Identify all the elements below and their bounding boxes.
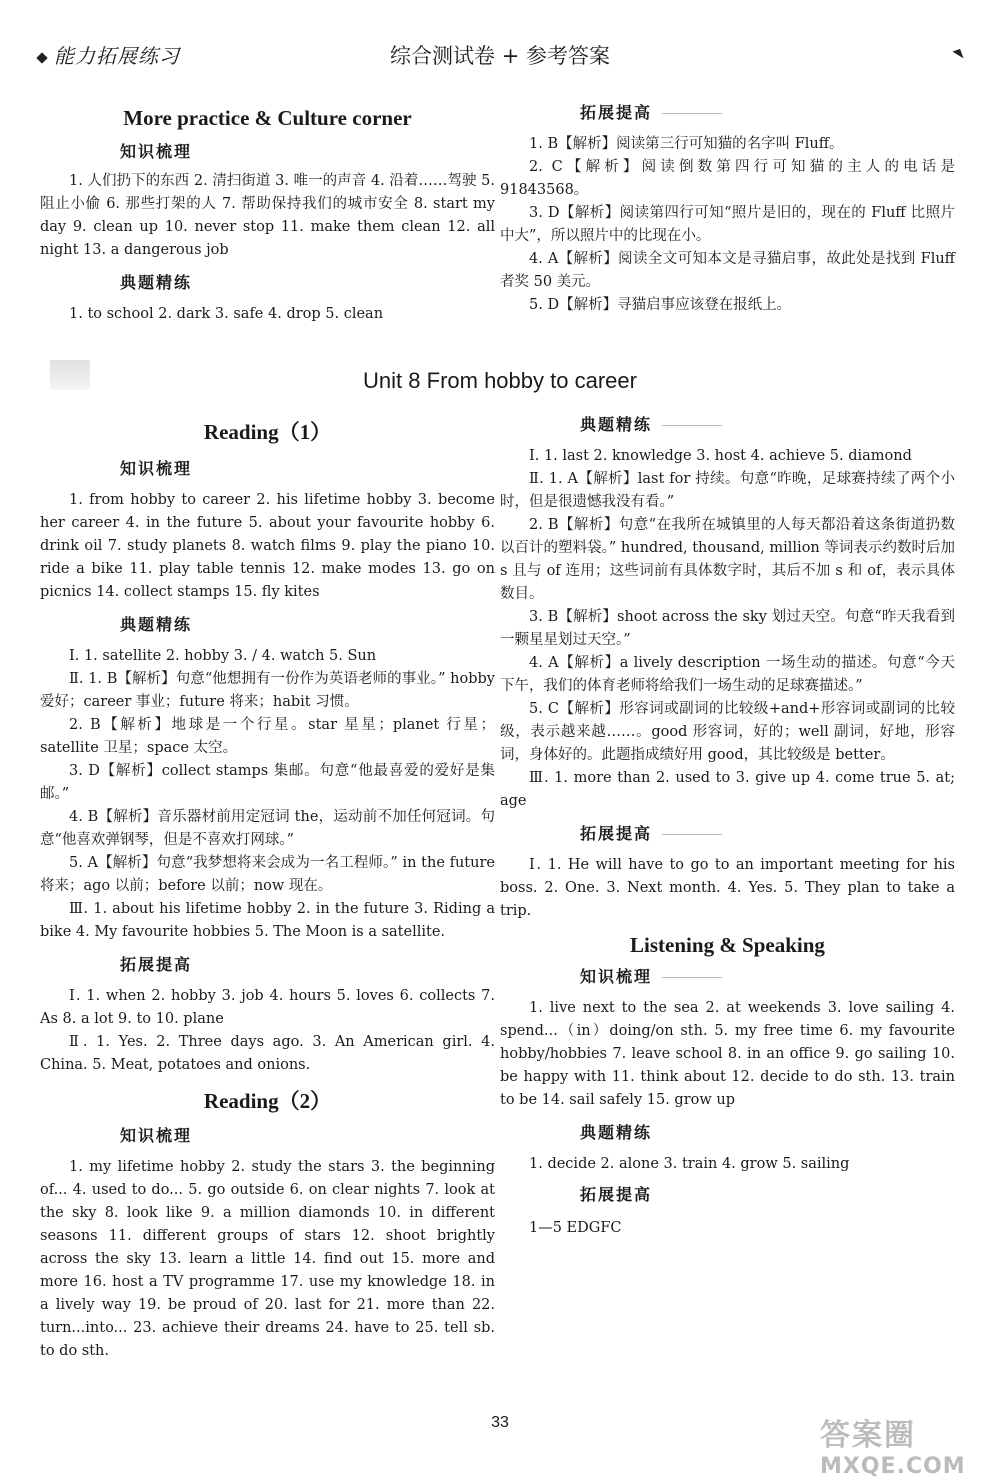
answer-paragraph: Ⅰ. 1. He will have to go to an important meeting for his boss. 2. One. 3. Next month. 4. Yes. 5. They plan to take a trip. bbox=[500, 857, 955, 919]
subheading-text: 知识梳理 bbox=[580, 967, 653, 986]
subheading bbox=[580, 821, 955, 844]
subheading bbox=[580, 964, 955, 987]
answer-paragraph: 1. live next to the sea 2. at weekends 3. love sailing 4. spend...（in）doing/on sth. 5. my free time 6. my favourite hobby/hobbies 7. leave school 8. in an office 9. go sailing 10. be happy with 11. think about 12. decide to do sth. 13. train to be 14. sail safely 15. grow up bbox=[500, 1000, 955, 1108]
right-column-section bbox=[500, 412, 955, 1240]
answer-line: 2. B【解析】句意“在我所在城镇里的人每天都沿着这条街道扔数以百计的塑料袋。” hundred, thousand, million 等词表示约数时后加 s 且与 of 连用；这些词前有具体数字时，其后不加 s 和 of，表示具体数目。 bbox=[500, 517, 955, 602]
answer-line: Ⅲ. 1. about his lifetime hobby 2. in the future 3. Riding a bike 4. My favourite hobbies 5. The Moon is a satellite. bbox=[40, 901, 495, 940]
subheading: 知识梳理 bbox=[120, 459, 193, 478]
divider bbox=[662, 834, 722, 835]
answer-line: Ⅲ. 1. more than 2. used to 3. give up 4. come true 5. at; age bbox=[500, 770, 955, 809]
subheading-text: 拓展提高 bbox=[580, 824, 653, 843]
answer-line: 5. A【解析】句意“我梦想将来会成为一名工程师。” in the future 将来；ago 以前；before 以前；now 现在。 bbox=[40, 855, 495, 894]
divider bbox=[662, 113, 722, 114]
answer-line: 4. B【解析】音乐器材前用定冠词 the，运动前不加任何冠词。句意“他喜欢弹钢琴，但是不喜欢打网球。” bbox=[40, 809, 495, 848]
divider bbox=[662, 977, 722, 978]
answer-line: 3. D【解析】阅读第四行可知“照片是旧的，现在的 Fluff 比照片中大”，所以照片中的比现在小。 bbox=[500, 205, 955, 244]
subheading: 典题精练 bbox=[580, 1123, 653, 1142]
answer-paragraph: 1. from hobby to career 2. his lifetime hobby 3. become her career 4. in the future 5. about your favourite hobby 6. drink oil 7. study planets 8. watch films 9. play the piano 10. ride a bike 11. play table tennis 12. make modes 13. go on picnics 14. collect stamps 15. fly kites bbox=[40, 492, 495, 600]
answer-line: 1. B【解析】阅读第三行可知猫的名字叫 Fluff。 bbox=[529, 136, 844, 152]
more-practice-section bbox=[40, 106, 495, 326]
answer-line: 3. D【解析】collect stamps 集邮。句意“他最喜爱的爱好是集邮。” bbox=[40, 763, 495, 802]
answer-paragraph: 1. decide 2. alone 3. train 4. grow 5. sailing bbox=[529, 1156, 850, 1172]
answer-line: 3. B【解析】shoot across the sky 划过天空。句意“昨天我看到一颗星星划过天空。” bbox=[500, 609, 955, 648]
subheading-text: 典题精练 bbox=[580, 415, 653, 434]
answer-line: 2. C【解析】阅读倒数第四行可知猫的主人的电话是 91843568。 bbox=[500, 159, 955, 198]
subheading: 知识梳理 bbox=[120, 1126, 193, 1145]
section-title: Listening & Speaking bbox=[630, 933, 825, 957]
page-header bbox=[38, 40, 962, 76]
answer-line: 4. A【解析】a lively description 一场生动的描述。句意“今天下午，我们的体育老师将给我们一场生动的足球赛描述。” bbox=[500, 655, 955, 694]
answer-line: Ⅰ. 1. last 2. knowledge 3. host 4. achieve 5. diamond bbox=[529, 448, 912, 464]
section-title: Reading（1） bbox=[203, 420, 332, 444]
site-watermark bbox=[820, 1410, 980, 1479]
unit-title: Unit 8 From hobby to career bbox=[363, 368, 637, 393]
subheading: 拓展提高 bbox=[120, 955, 193, 974]
subheading: 知识梳理 bbox=[120, 142, 193, 161]
extension-section bbox=[500, 100, 955, 317]
answer-line: 5. C【解析】形容词或副词的比较级+and+形容词或副词的比较级，表示越来越……。good 形容词，好的；well 副词，好地，形容词，身体好的。此题指成绩好用 good，其比较级是 better。 bbox=[500, 701, 955, 763]
divider bbox=[662, 425, 722, 426]
answer-line: Ⅰ. 1. satellite 2. hobby 3. / 4. watch 5. Sun bbox=[69, 648, 377, 664]
answer-line: Ⅱ. 1. B【解析】句意“他想拥有一份作为英语老师的事业。” hobby 爱好；career 事业；future 将来；habit 习惯。 bbox=[40, 671, 495, 710]
reading-1-section bbox=[40, 416, 495, 1363]
answer-paragraph: 1. my lifetime hobby 2. study the stars 3. the beginning of... 4. used to do... 5. go outside 6. on clear nights 7. look at the sky 8. look like 9. a million diamonds 10. in different seasons 11. different groups of stars 12. shoot brightly across the sky 13. learn a little 14. find out 15. more and more 16. host a TV programme 17. use my knowledge 18. in a lively way 19. be proud of 20. last for 21. more than 22. turn...into... 23. achieve their dreams 24. have to 25. tell sb. to do sth. bbox=[40, 1159, 495, 1359]
subheading-text: 拓展提高 bbox=[580, 103, 653, 122]
subheading: 拓展提高 bbox=[580, 1185, 653, 1204]
answer-line: 4. A【解析】阅读全文可知本文是寻猫启事，故此处是找到 Fluff 者奖 50 美元。 bbox=[500, 251, 955, 290]
answer-line: Ⅰ. 1. when 2. hobby 3. job 4. hours 5. loves 6. collects 7. As 8. a lot 9. to 10. plane bbox=[40, 988, 495, 1027]
answer-paragraph: 1—5 EDGFC bbox=[529, 1220, 622, 1236]
watermark-en: MXQE.COM bbox=[820, 1454, 966, 1479]
page-number: 33 bbox=[491, 1414, 509, 1431]
answer-paragraph: 1. 人们扔下的东西 2. 清扫街道 3. 唯一的声音 4. 沿着……驾驶 5. 阻止小偷 6. 那些打架的人 7. 帮助保持我们的城市安全 8. start my day 9. clean up 10. never stop 11. make them clean 12. all night 13. a dangerous job bbox=[40, 173, 495, 258]
section-title: More practice & Culture corner bbox=[123, 106, 412, 130]
section-title: Reading（2） bbox=[203, 1089, 332, 1113]
subheading: 典题精练 bbox=[120, 615, 193, 634]
answer-paragraph: 1. to school 2. dark 3. safe 4. drop 5. clean bbox=[69, 306, 384, 322]
watermark-zh: 答案圈 bbox=[820, 1418, 916, 1453]
subheading bbox=[580, 412, 955, 435]
subheading bbox=[580, 100, 955, 123]
answer-line: 2. B【解析】地球是一个行星。star 星星；planet 行星；satellite 卫星；space 太空。 bbox=[40, 717, 495, 756]
answer-line: Ⅱ. 1. A【解析】last for 持续。句意“昨晚，足球赛持续了两个小时，但是很遗憾我没有看。” bbox=[500, 471, 955, 510]
subheading: 典题精练 bbox=[120, 273, 193, 292]
answer-line: Ⅱ. 1. Yes. 2. Three days ago. 3. An American girl. 4. China. 5. Meat, potatoes and onions. bbox=[40, 1034, 495, 1073]
answer-line: 5. D【解析】寻猫启事应该登在报纸上。 bbox=[529, 297, 792, 313]
book-series-text: 能力拓展练习 bbox=[54, 44, 180, 68]
page-heading: 综合测试卷 + 参考答案 bbox=[390, 44, 610, 68]
